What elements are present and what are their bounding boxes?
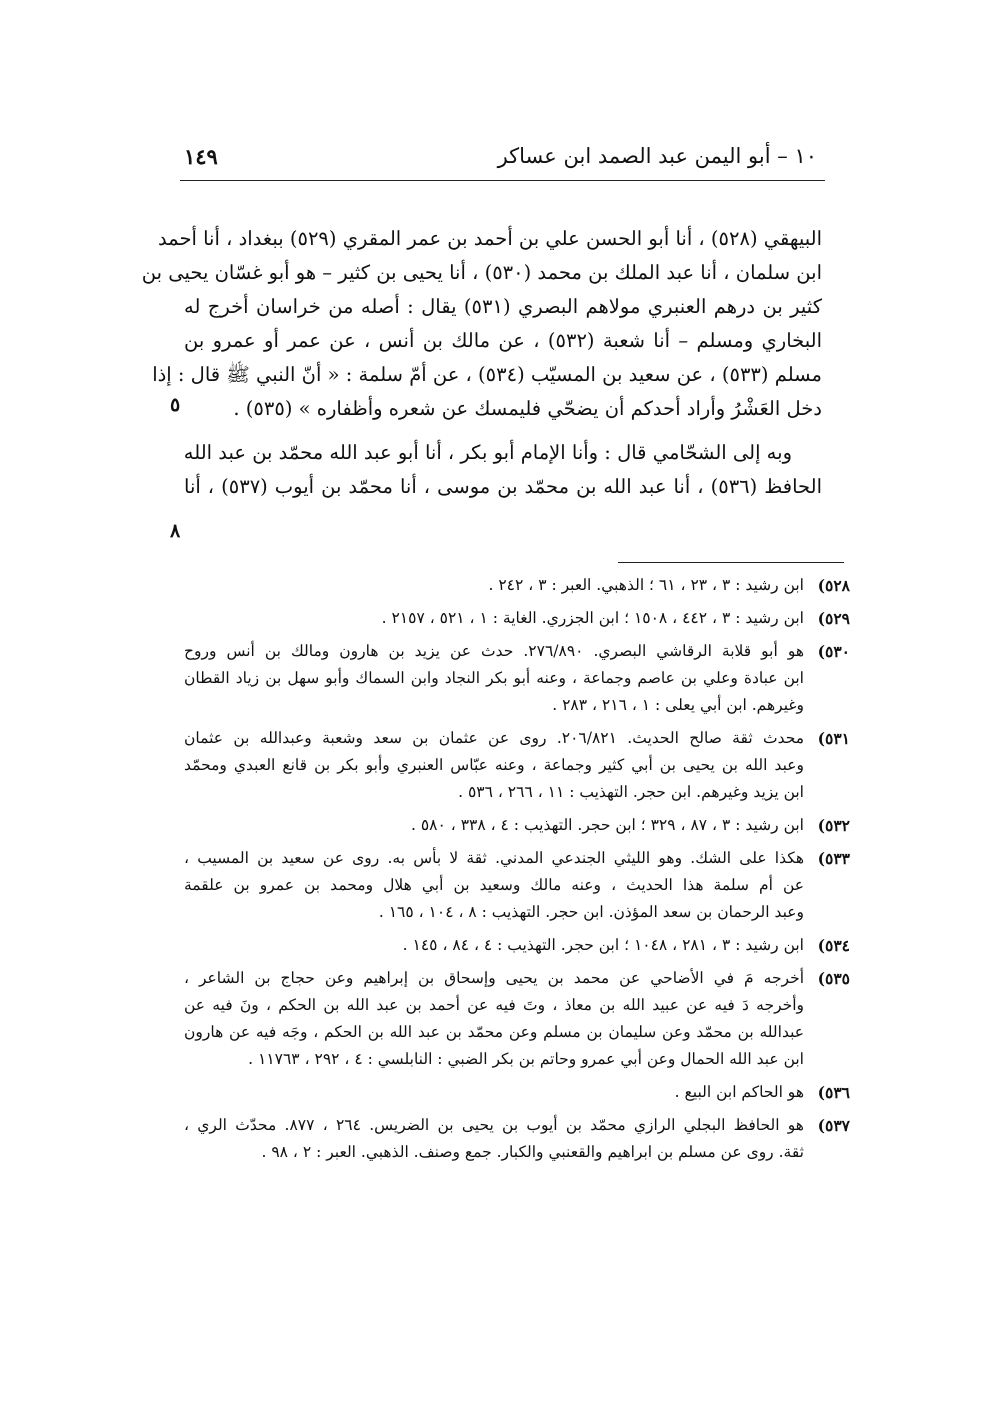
footnote [184, 605, 850, 632]
footnote [184, 845, 850, 926]
footnote-line: ابن رشيد : ٣ ، ٢٣ ، ٦١ ؛ الذهبي. العبر : ٣ ، ٢٤٢ . [488, 576, 804, 594]
line-number-8: ٨ [170, 520, 181, 542]
footnote-line: ابن رشيد : ٣ ، ٨٧ ، ٣٢٩ ؛ ابن حجر. التهذيب : ٤ ، ٣٣٨ ، ٥٨٠ . [411, 816, 804, 834]
footnote [184, 572, 850, 599]
text-line: دخل العَشْرُ وأراد أحدكم أن يضحّي فليمسك عن شعره وأظفاره » (٥٣٥) . [233, 397, 822, 420]
footnote-line: ابن عبد الله الحمال وعن أبي عمرو وحاتم بن بكر الضبي : النابلسي : ٤ ، ٢٩٢ ، ١١٧٦٣ . [248, 1050, 804, 1068]
footnote-number: ٥٣٧) [817, 1116, 850, 1135]
footnote-number: ٥٣٣) [817, 849, 850, 868]
text-line: الحافظ (٥٣٦) ، أنا عبد الله بن محمّد بن موسى ، أنا محمّد بن أيوب (٥٣٧) ، أنا [184, 475, 822, 498]
footnote-line: ابن عبادة وعلي بن عاصم وجماعة ، وعنه أبو بكر النجاد وابن السماك وأبو سهل بن زياد القطان [184, 669, 804, 687]
footnote-text [184, 965, 804, 1073]
text-line: البيهقي (٥٢٨) ، أنا أبو الحسن علي بن أحمد بن عمر المقري (٥٢٩) ببغداد ، أنا أحمد [157, 227, 822, 250]
footnote [184, 638, 850, 719]
footnote-text [184, 725, 804, 806]
page-number: ١٤٩ [184, 144, 218, 169]
footnote-line: محدث ثقة صالح الحديث. ٢٠٦/٨٢١. روى عن عثمان بن سعد وشعبة وعبدالله بن عثمان [184, 729, 805, 747]
footnote-line: ثقة. روى عن مسلم بن ابراهيم والقعنبي والكبار. جمع وصنف. الذهبي. العبر : ٢ ، ٩٨ . [261, 1143, 804, 1161]
text-line: وبه إلى الشحّامي قال : وأنا الإمام أبو بكر ، أنا أبو عبد الله محمّد بن عبد الله [183, 441, 792, 464]
footnote [184, 932, 850, 959]
main-text [141, 222, 822, 504]
footnote-number: ٥٣٢) [817, 816, 850, 835]
line-number-5: ٥ [170, 394, 181, 416]
footnote-line: عبدالله بن محمّد وعن سليمان بن مسلم وعن محمّد بن عبد الله بن الحكم ، وجَه فيه عن هارون [184, 1023, 804, 1041]
footnote-number: ٥٣٥) [817, 969, 850, 988]
footnote-line: وعبد الله بن يحيى بن أبي كثير وجماعة ، وعنه عبّاس العنبري وأبو بكر بن قانع العبدي ومحمّد [184, 756, 804, 774]
footnote-text [184, 605, 804, 632]
text-line: كثير بن درهم العنبري مولاهم البصري (٥٣١) يقال : أصله من خراسان أخرج له [184, 295, 822, 318]
footnote-number: ٥٣٦) [817, 1083, 850, 1102]
footnote-number: ٥٣٠) [817, 642, 850, 661]
footnote [184, 725, 850, 806]
footnote-text [184, 638, 804, 719]
footnote-line: هكذا على الشك. وهو الليثي الجندعي المدني. ثقة لا بأس به. روى عن سعيد بن المسيب ، [184, 849, 804, 867]
footnote-separator [618, 562, 844, 563]
text-line: ابن سلمان ، أنا عبد الملك بن محمد (٥٣٠) ، أنا يحيى بن كثير – هو أبو غسّان يحيى بن [141, 261, 822, 284]
footnote-number: ٥٢٨) [817, 576, 850, 595]
footnotes [184, 572, 850, 1172]
footnote [184, 1079, 850, 1106]
footnote-text [184, 812, 804, 839]
running-title: ١٠ – أبو اليمن عبد الصمد ابن عساكر [497, 144, 817, 168]
footnote-text [184, 845, 804, 926]
text-line: مسلم (٥٣٣) ، عن سعيد بن المسيّب (٥٣٤) ، عن أمّ سلمة : « أنّ النبي ﷺ قال : إذا [152, 363, 822, 386]
footnote [184, 965, 850, 1073]
footnote-line: هو أبو قلابة الرقاشي البصري. ٢٧٦/٨٩٠. حدث عن يزيد بن هارون ومالك بن أنس وروح [184, 642, 804, 660]
text-line: البخاري ومسلم – أنا شعبة (٥٣٢) ، عن مالك بن أنس ، عن عمر أو عمرو بن [184, 329, 822, 352]
footnote-number: ٥٣٤) [817, 936, 850, 955]
footnote-line: وعبد الرحمان بن سعد المؤذن. ابن حجر. التهذيب : ٨ ، ١٠٤ ، ١٦٥ . [378, 903, 804, 921]
footnote-line: ابن رشيد : ٣ ، ٤٤٢ ، ١٥٠٨ ؛ ابن الجزري. الغاية : ١ ، ٥٢١ ، ٢١٥٧ . [381, 609, 804, 627]
footnote-text [184, 1112, 804, 1166]
footnote-line: ابن رشيد : ٣ ، ٢٨١ ، ١٠٤٨ ؛ ابن حجر. التهذيب : ٤ ، ٨٤ ، ١٤٥ . [402, 936, 804, 954]
running-header [180, 140, 825, 181]
footnote-line: وغيرهم. ابن أبي يعلى : ١ ، ٢١٦ ، ٢٨٣ . [552, 696, 804, 714]
footnote [184, 812, 850, 839]
footnote-number: ٥٢٩) [817, 609, 850, 628]
footnote-text [184, 932, 804, 959]
footnote-line: ابن يزيد وغيرهم. ابن حجر. التهذيب : ١١ ، ٢٦٦ ، ٥٣٦ . [458, 783, 804, 801]
footnote-line: هو الحافظ البجلي الرازي محمّد بن أيوب بن يحيى بن الضريس. ٢٦٤ ، ٨٧٧. محدّث الري ، [184, 1116, 804, 1134]
footnote [184, 1112, 850, 1166]
footnote-line: أخرجه مَ في الأضاحي عن محمد بن يحيى وإسحاق بن إبراهيم وعن حجاج بن الشاعر ، [184, 969, 804, 987]
footnote-line: عن أم سلمة هذا الحديث ، وعنه مالك وسعيد بن أبي هلال ومحمد بن عمرو بن علقمة [184, 876, 804, 894]
footnote-text [184, 572, 804, 599]
footnote-line: هو الحاكم ابن البيع . [674, 1083, 804, 1101]
footnote-line: وأخرجه دَ فيه عن عبيد الله بن معاذ ، وتَ فيه عن أحمد بن عبد الله بن الحكم ، ونَ فيه عن [184, 996, 804, 1014]
footnote-number: ٥٣١) [817, 729, 850, 748]
footnote-text [184, 1079, 804, 1106]
